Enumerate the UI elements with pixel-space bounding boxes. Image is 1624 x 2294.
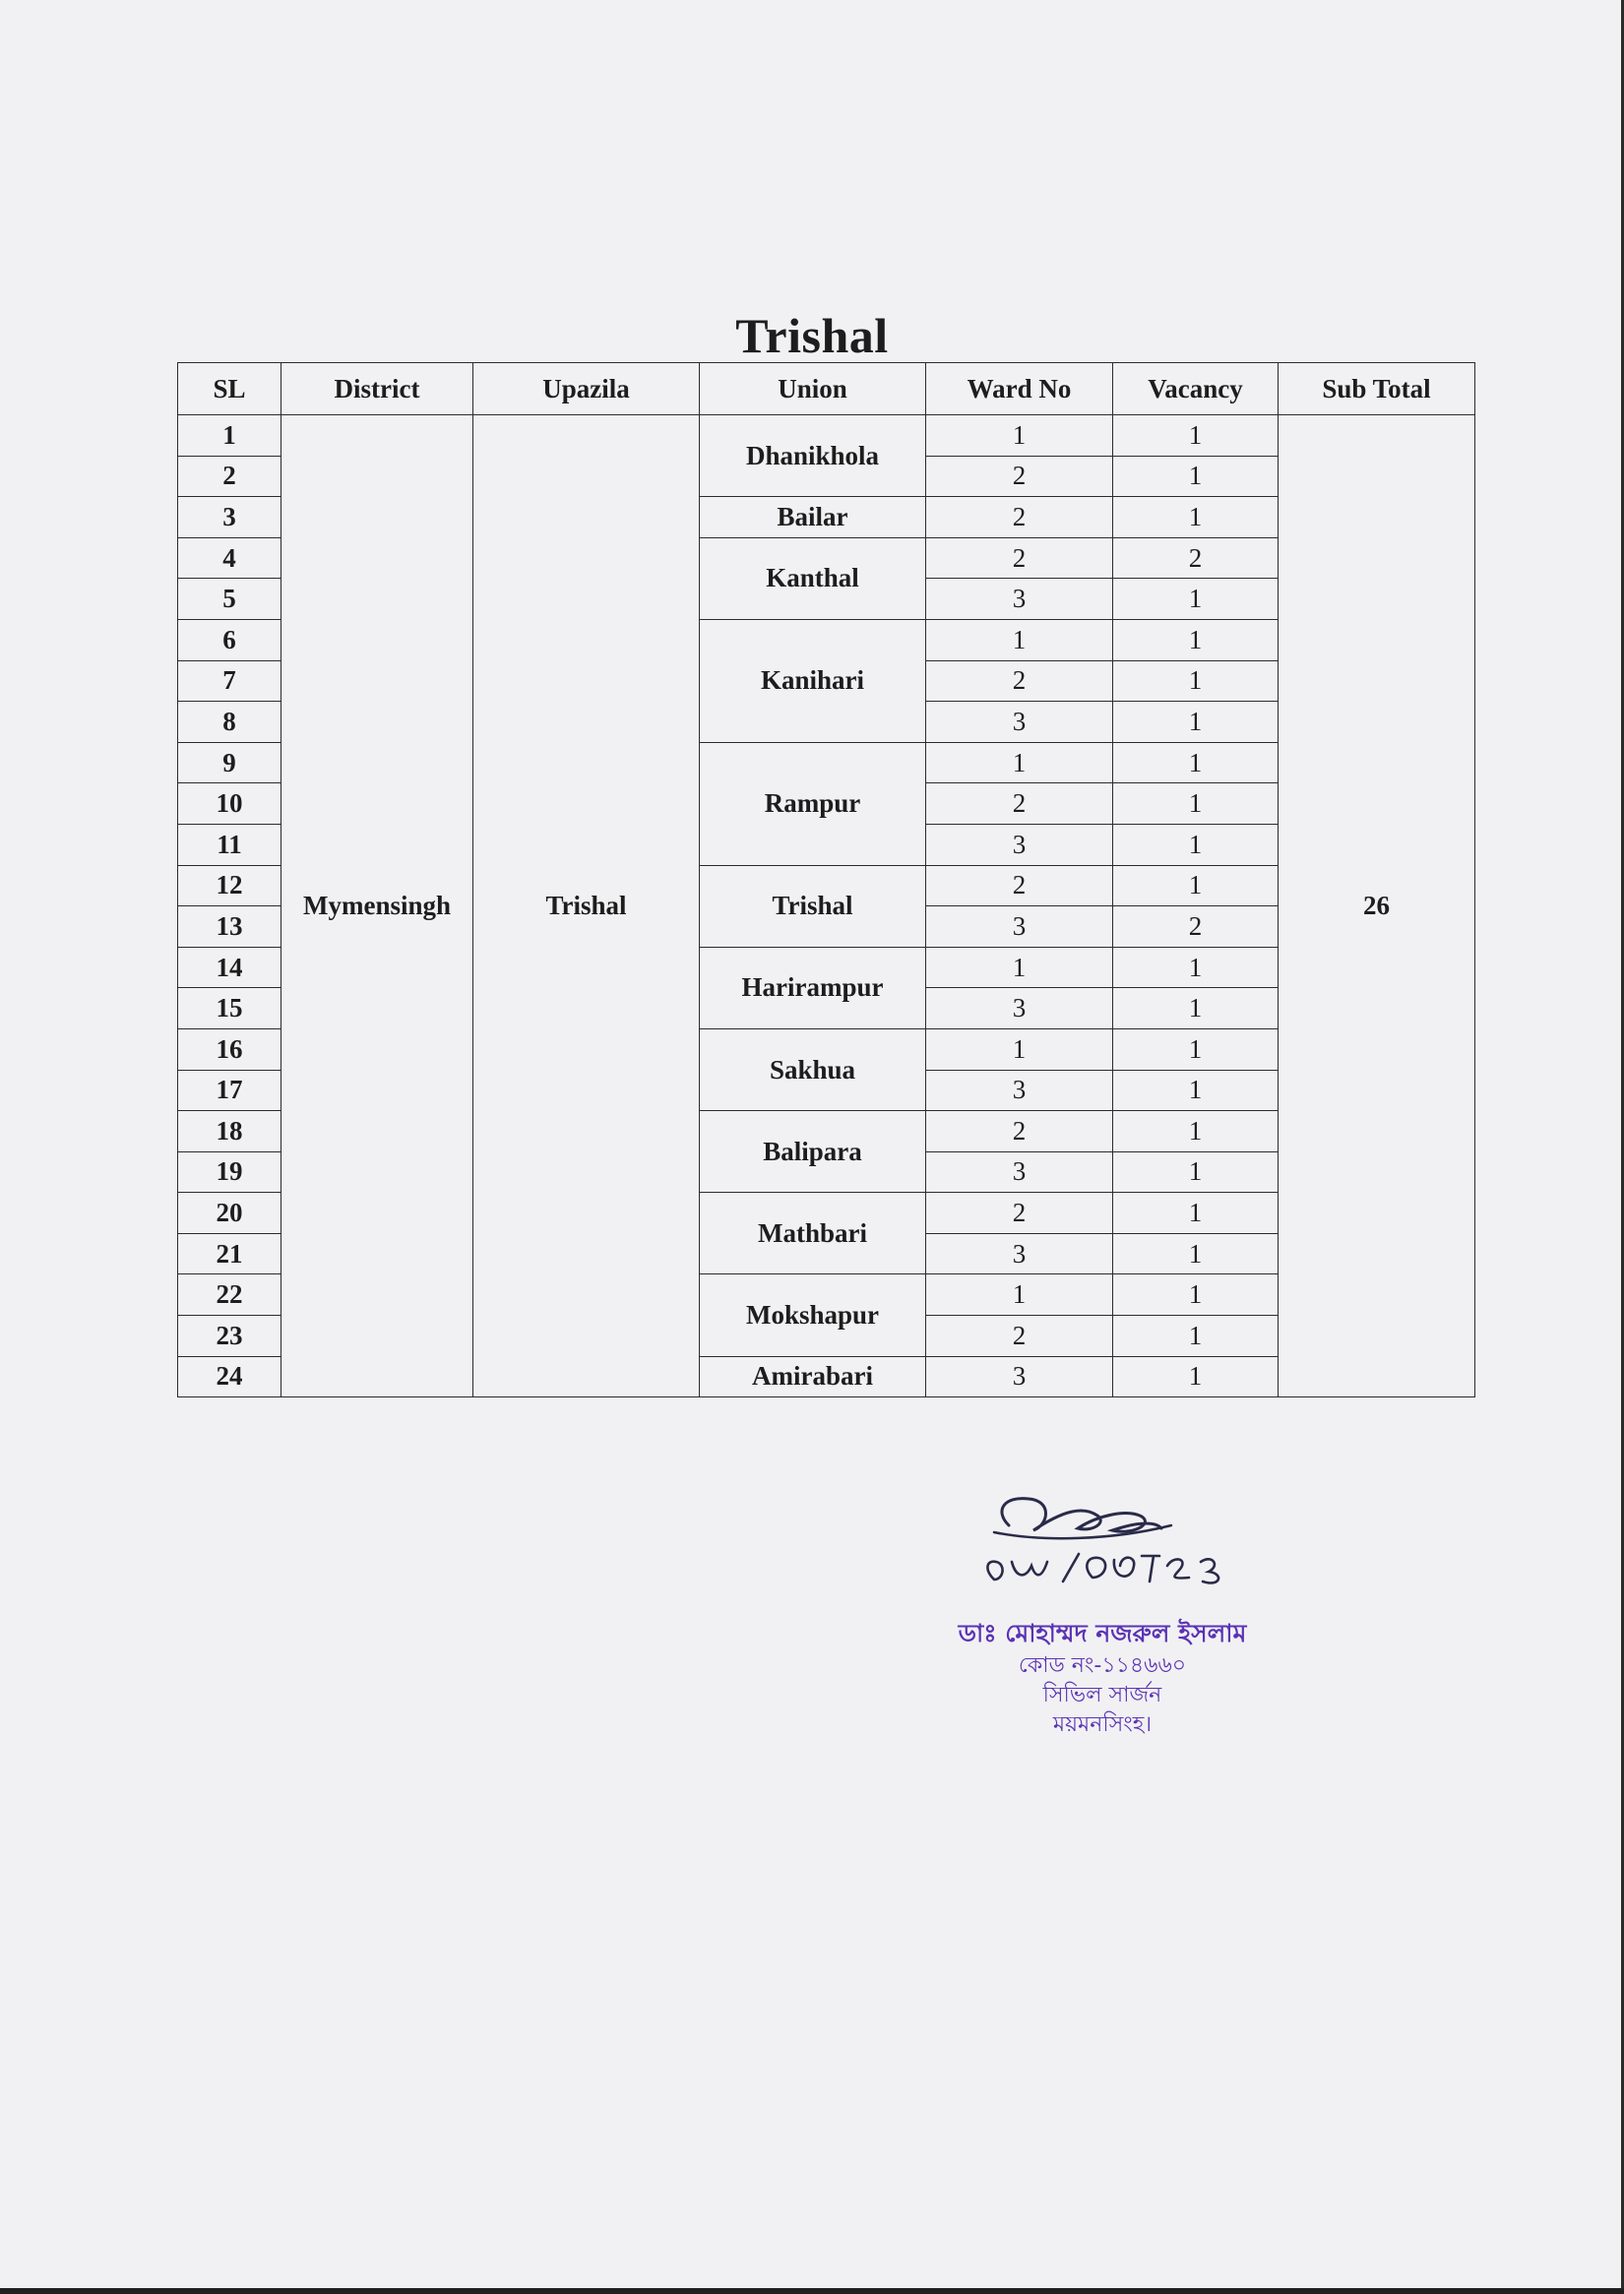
ward-cell: 3 [926,1151,1113,1193]
ward-cell: 2 [926,1316,1113,1357]
ward-cell: 1 [926,415,1113,457]
union-cell: Mathbari [700,1193,926,1274]
column-header: Union [700,363,926,415]
vacancy-table [177,362,1475,1397]
vacancy-cell: 1 [1113,1070,1279,1111]
vacancy-cell: 1 [1113,783,1279,825]
union-cell: Kanthal [700,537,926,619]
serial-cell: 20 [178,1193,281,1234]
serial-cell: 21 [178,1233,281,1274]
column-header: District [281,363,473,415]
column-header: Upazila [473,363,700,415]
vacancy-cell: 1 [1113,865,1279,906]
serial-cell: 7 [178,660,281,702]
ward-cell: 2 [926,783,1113,825]
stamp-designation: সিভিল সার্জন [1042,1683,1162,1707]
page-title: Trishal [735,308,889,363]
serial-cell: 19 [178,1151,281,1193]
union-cell: Kanihari [700,619,926,742]
column-header: Ward No [926,363,1113,415]
sub-total-cell: 26 [1279,415,1475,1397]
vacancy-cell: 1 [1113,824,1279,865]
ward-cell: 3 [926,1070,1113,1111]
union-cell: Dhanikhola [700,415,926,497]
vacancy-cell: 1 [1113,619,1279,660]
serial-cell: 9 [178,742,281,783]
serial-cell: 6 [178,619,281,660]
serial-cell: 8 [178,702,281,743]
vacancy-cell: 1 [1113,1193,1279,1234]
stamp-code: কোড নং-১১৪৬৬০ [1018,1653,1187,1678]
union-cell: Trishal [700,865,926,947]
union-cell: Amirabari [700,1356,926,1397]
vacancy-cell: 1 [1113,1316,1279,1357]
ward-cell: 1 [926,1028,1113,1070]
upazila-cell: Trishal [473,415,700,1397]
vacancy-cell: 2 [1113,537,1279,579]
ward-cell: 1 [926,742,1113,783]
vacancy-cell: 1 [1113,497,1279,538]
page-edge-bottom [0,2288,1624,2294]
serial-cell: 13 [178,906,281,948]
district-cell: Mymensingh [281,415,473,1397]
serial-cell: 4 [178,537,281,579]
vacancy-cell: 1 [1113,579,1279,620]
union-cell: Balipara [700,1111,926,1193]
serial-cell: 5 [178,579,281,620]
ward-cell: 3 [926,824,1113,865]
serial-cell: 12 [178,865,281,906]
ward-cell: 3 [926,1233,1113,1274]
vacancy-cell: 1 [1113,1028,1279,1070]
ward-cell: 3 [926,906,1113,948]
union-cell: Sakhua [700,1028,926,1110]
ward-cell: 2 [926,537,1113,579]
table-row [178,415,1475,457]
union-cell: Bailar [700,497,926,538]
vacancy-cell: 1 [1113,1233,1279,1274]
vacancy-cell: 2 [1113,906,1279,948]
ward-cell: 2 [926,865,1113,906]
vacancy-cell: 1 [1113,988,1279,1029]
serial-cell: 16 [178,1028,281,1070]
stamp-location: ময়মনসিংহ। [1052,1712,1153,1737]
column-header: SL [178,363,281,415]
vacancy-cell: 1 [1113,702,1279,743]
vacancy-cell: 1 [1113,1356,1279,1397]
serial-cell: 1 [178,415,281,457]
vacancy-cell: 1 [1113,1151,1279,1193]
ward-cell: 2 [926,1193,1113,1234]
serial-cell: 18 [178,1111,281,1152]
column-header: Sub Total [1279,363,1475,415]
serial-cell: 24 [178,1356,281,1397]
serial-cell: 11 [178,824,281,865]
table-body [178,415,1475,1397]
ward-cell: 3 [926,702,1113,743]
union-cell: Rampur [700,742,926,865]
vacancy-cell: 1 [1113,947,1279,988]
union-cell: Mokshapur [700,1274,926,1356]
serial-cell: 10 [178,783,281,825]
serial-cell: 17 [178,1070,281,1111]
ward-cell: 2 [926,456,1113,497]
vacancy-cell: 1 [1113,415,1279,457]
serial-cell: 2 [178,456,281,497]
vacancy-cell: 1 [1113,456,1279,497]
serial-cell: 14 [178,947,281,988]
vacancy-cell: 1 [1113,1274,1279,1316]
ward-cell: 1 [926,619,1113,660]
serial-cell: 15 [178,988,281,1029]
vacancy-cell: 1 [1113,742,1279,783]
ward-cell: 2 [926,497,1113,538]
vacancy-cell: 1 [1113,1111,1279,1152]
ward-cell: 1 [926,1274,1113,1316]
column-header: Vacancy [1113,363,1279,415]
ward-cell: 3 [926,988,1113,1029]
stamp-name: ডাঃ মোহাম্মদ নজরুল ইসলাম [958,1619,1247,1647]
serial-cell: 23 [178,1316,281,1357]
ward-cell: 3 [926,1356,1113,1397]
ward-cell: 3 [926,579,1113,620]
vacancy-cell: 1 [1113,660,1279,702]
table-header-row [178,363,1475,415]
ward-cell: 2 [926,660,1113,702]
ward-cell: 1 [926,947,1113,988]
serial-cell: 3 [178,497,281,538]
serial-cell: 22 [178,1274,281,1316]
ward-cell: 2 [926,1111,1113,1152]
union-cell: Harirampur [700,947,926,1028]
